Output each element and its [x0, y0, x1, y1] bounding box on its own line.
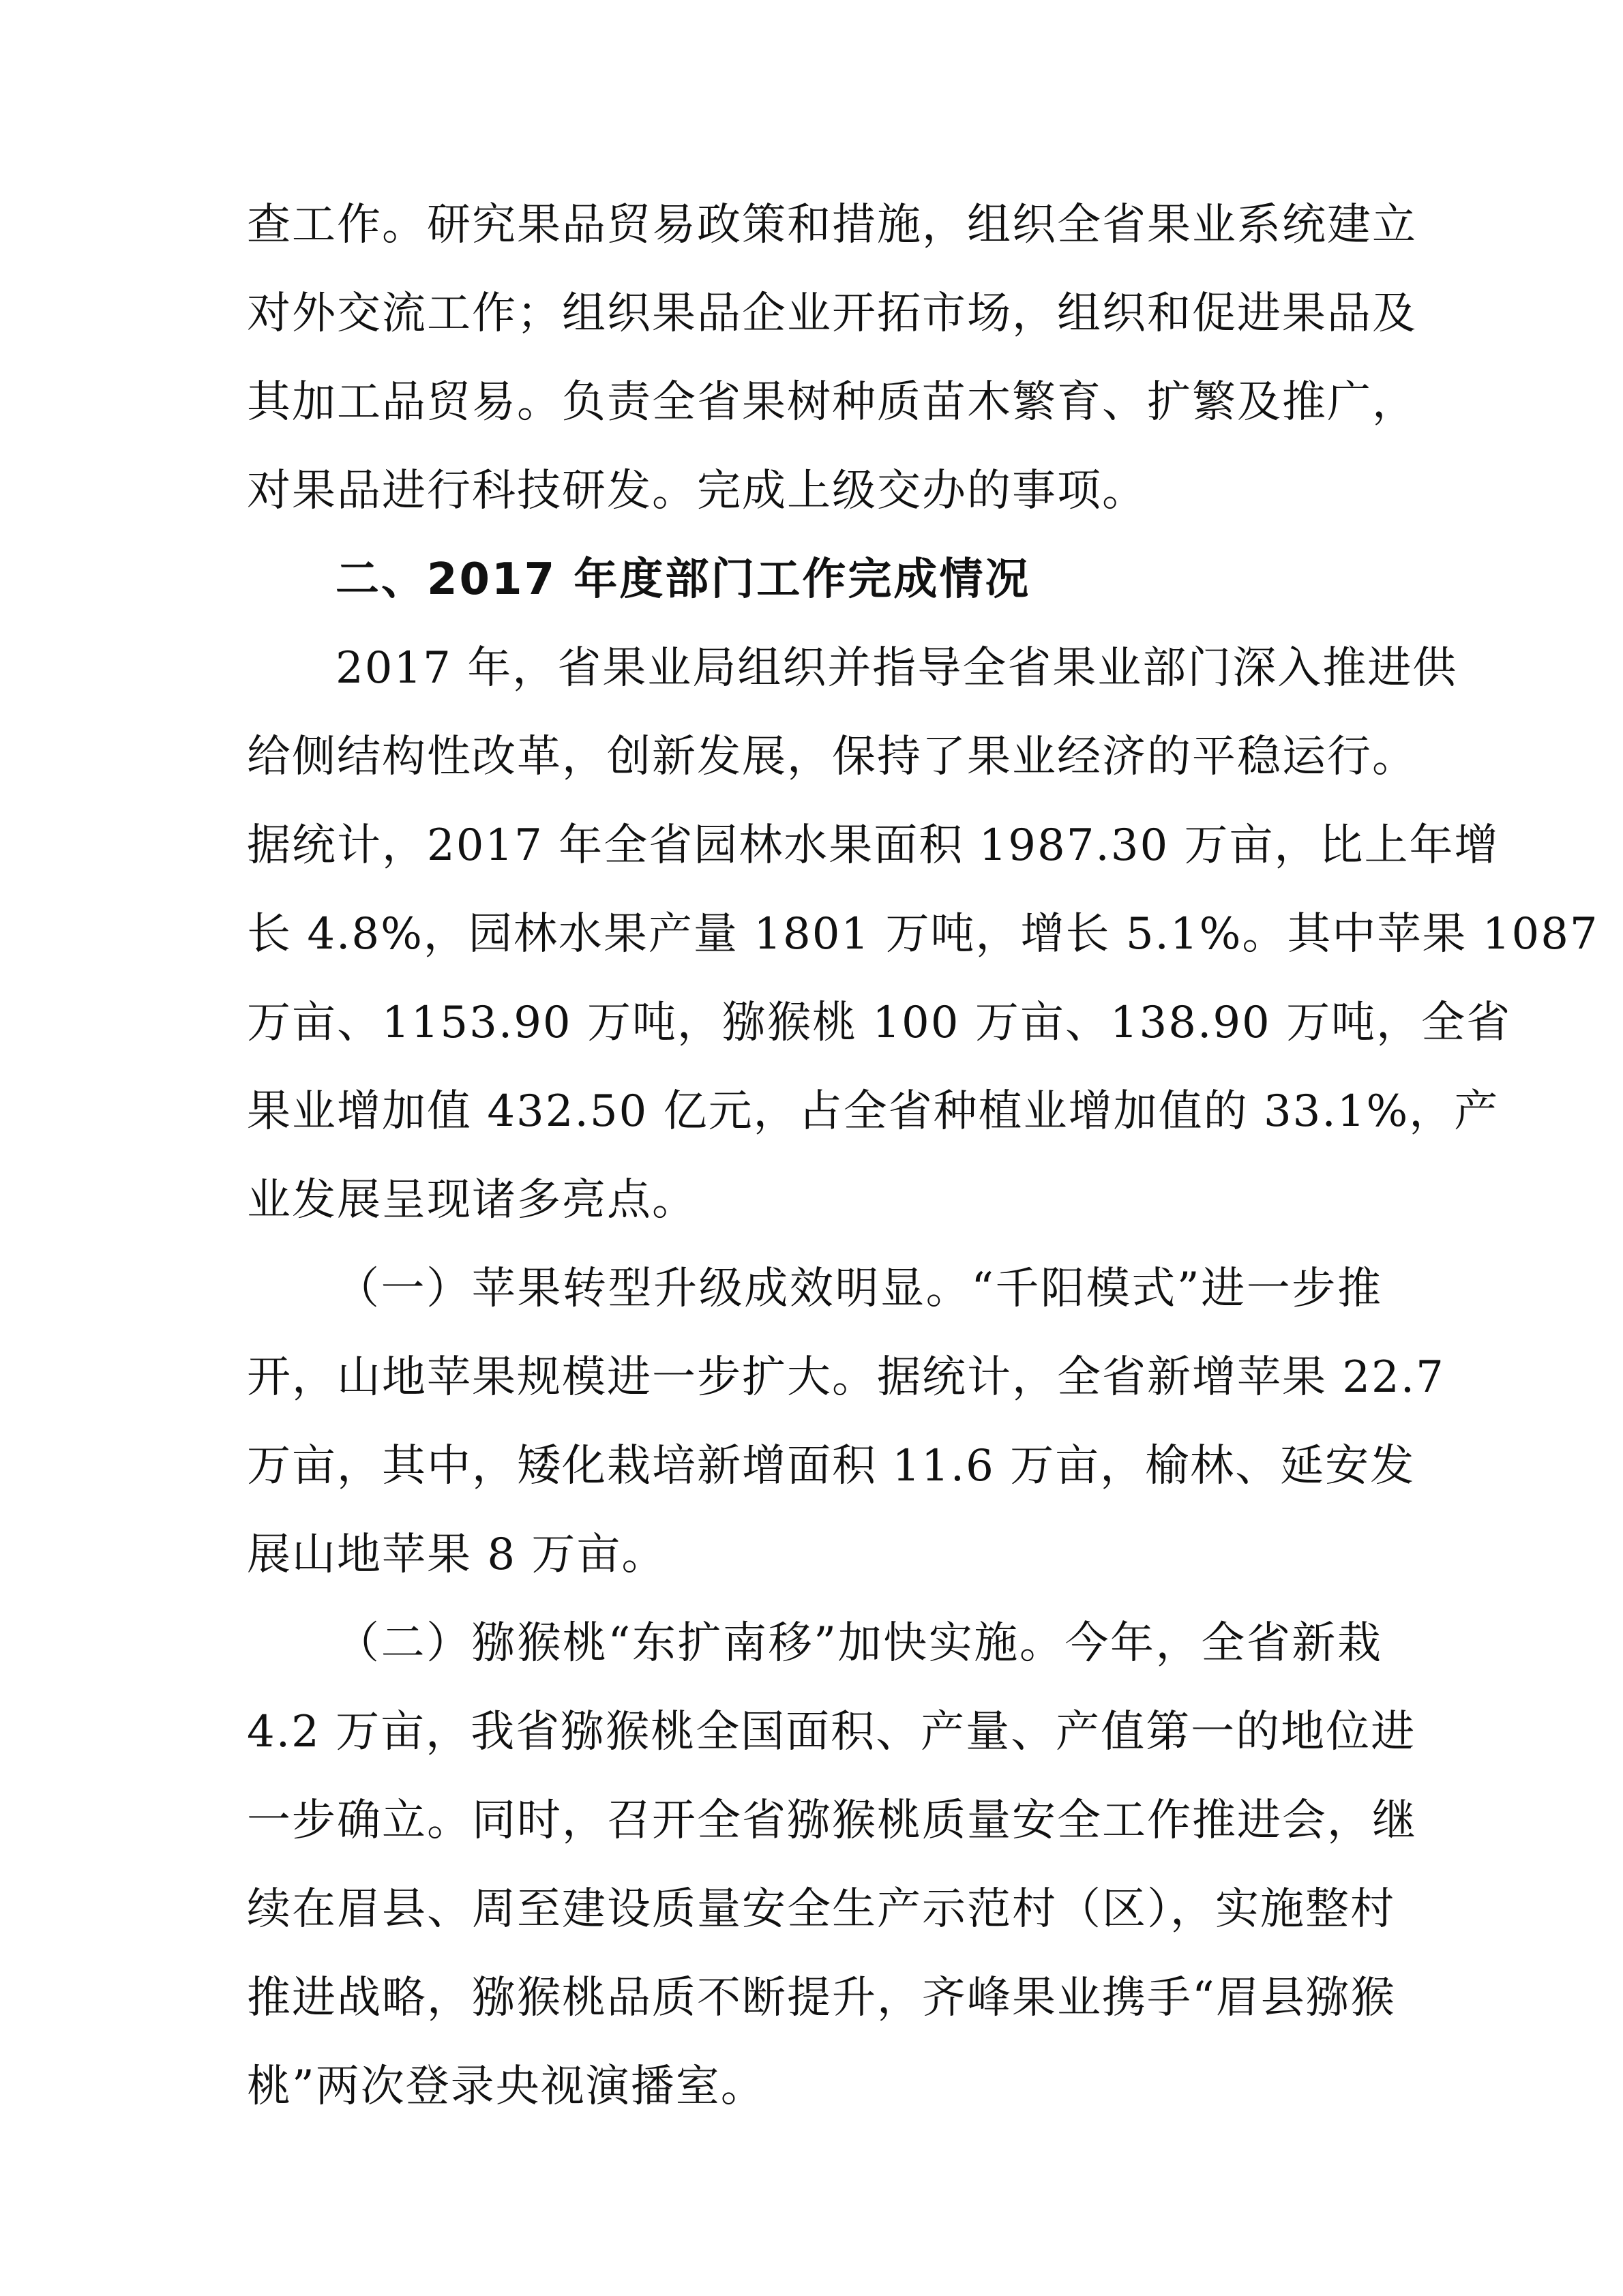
text-line: 业发展呈现诸多亮点。 [247, 1175, 697, 1225]
text-line: 一步确立。同时，召开全省猕猴桃质量安全工作推进会，继 [247, 1795, 1417, 1846]
text-line: 展山地苹果 8 万亩。 [247, 1530, 667, 1580]
text-line: 其加工品贸易。负责全省果树种质苗木繁育、扩繁及推广， [247, 377, 1417, 428]
section-heading: 二、2017 年度部门工作完成情况 [336, 554, 1031, 605]
text-line: 万亩、1153.90 万吨，猕猴桃 100 万亩、138.90 万吨，全省 [247, 998, 1512, 1048]
text-line: 万亩，其中，矮化栽培新增面积 11.6 万亩，榆林、延安发 [247, 1441, 1416, 1491]
text-line: 长 4.8%，园林水果产量 1801 万吨，增长 5.1%。其中苹果 1087 [247, 909, 1599, 959]
text-line: 4.2 万亩，我省猕猴桃全国面积、产量、产值第一的地位进 [247, 1707, 1416, 1757]
subsection-line: （一）苹果转型升级成效明显。“千阳模式”进一步推 [336, 1264, 1382, 1314]
text-line: 对外交流工作；组织果品企业开拓市场，组织和促进果品及 [247, 288, 1417, 339]
text-line: 续在眉县、周至建设质量安全生产示范村（区），实施整村 [247, 1884, 1395, 1935]
text-line: 开，山地苹果规模进一步扩大。据统计，全省新增苹果 22.7 [247, 1352, 1445, 1403]
text-line: 果业增加值 432.50 亿元，占全省种植业增加值的 33.1%，产 [247, 1086, 1500, 1137]
text-line: 推进战略，猕猴桃品质不断提升，齐峰果业携手“眉县猕猴 [247, 1973, 1396, 2023]
subsection-line: （二）猕猴桃“东扩南移”加快实施。今年，全省新栽 [336, 1618, 1382, 1669]
text-line: 给侧结构性改革，创新发展，保持了果业经济的平稳运行。 [247, 732, 1417, 782]
text-line: 查工作。研究果品贸易政策和措施，组织全省果业系统建立 [247, 200, 1417, 250]
text-line: 桃”两次登录央视演播室。 [247, 2061, 766, 2112]
text-line: 据统计，2017 年全省园林水果面积 1987.30 万亩，比上年增 [247, 820, 1500, 871]
text-line: 对果品进行科技研发。完成上级交办的事项。 [247, 466, 1147, 516]
text-line: 2017 年，省果业局组织并指导全省果业部门深入推进供 [336, 643, 1458, 694]
